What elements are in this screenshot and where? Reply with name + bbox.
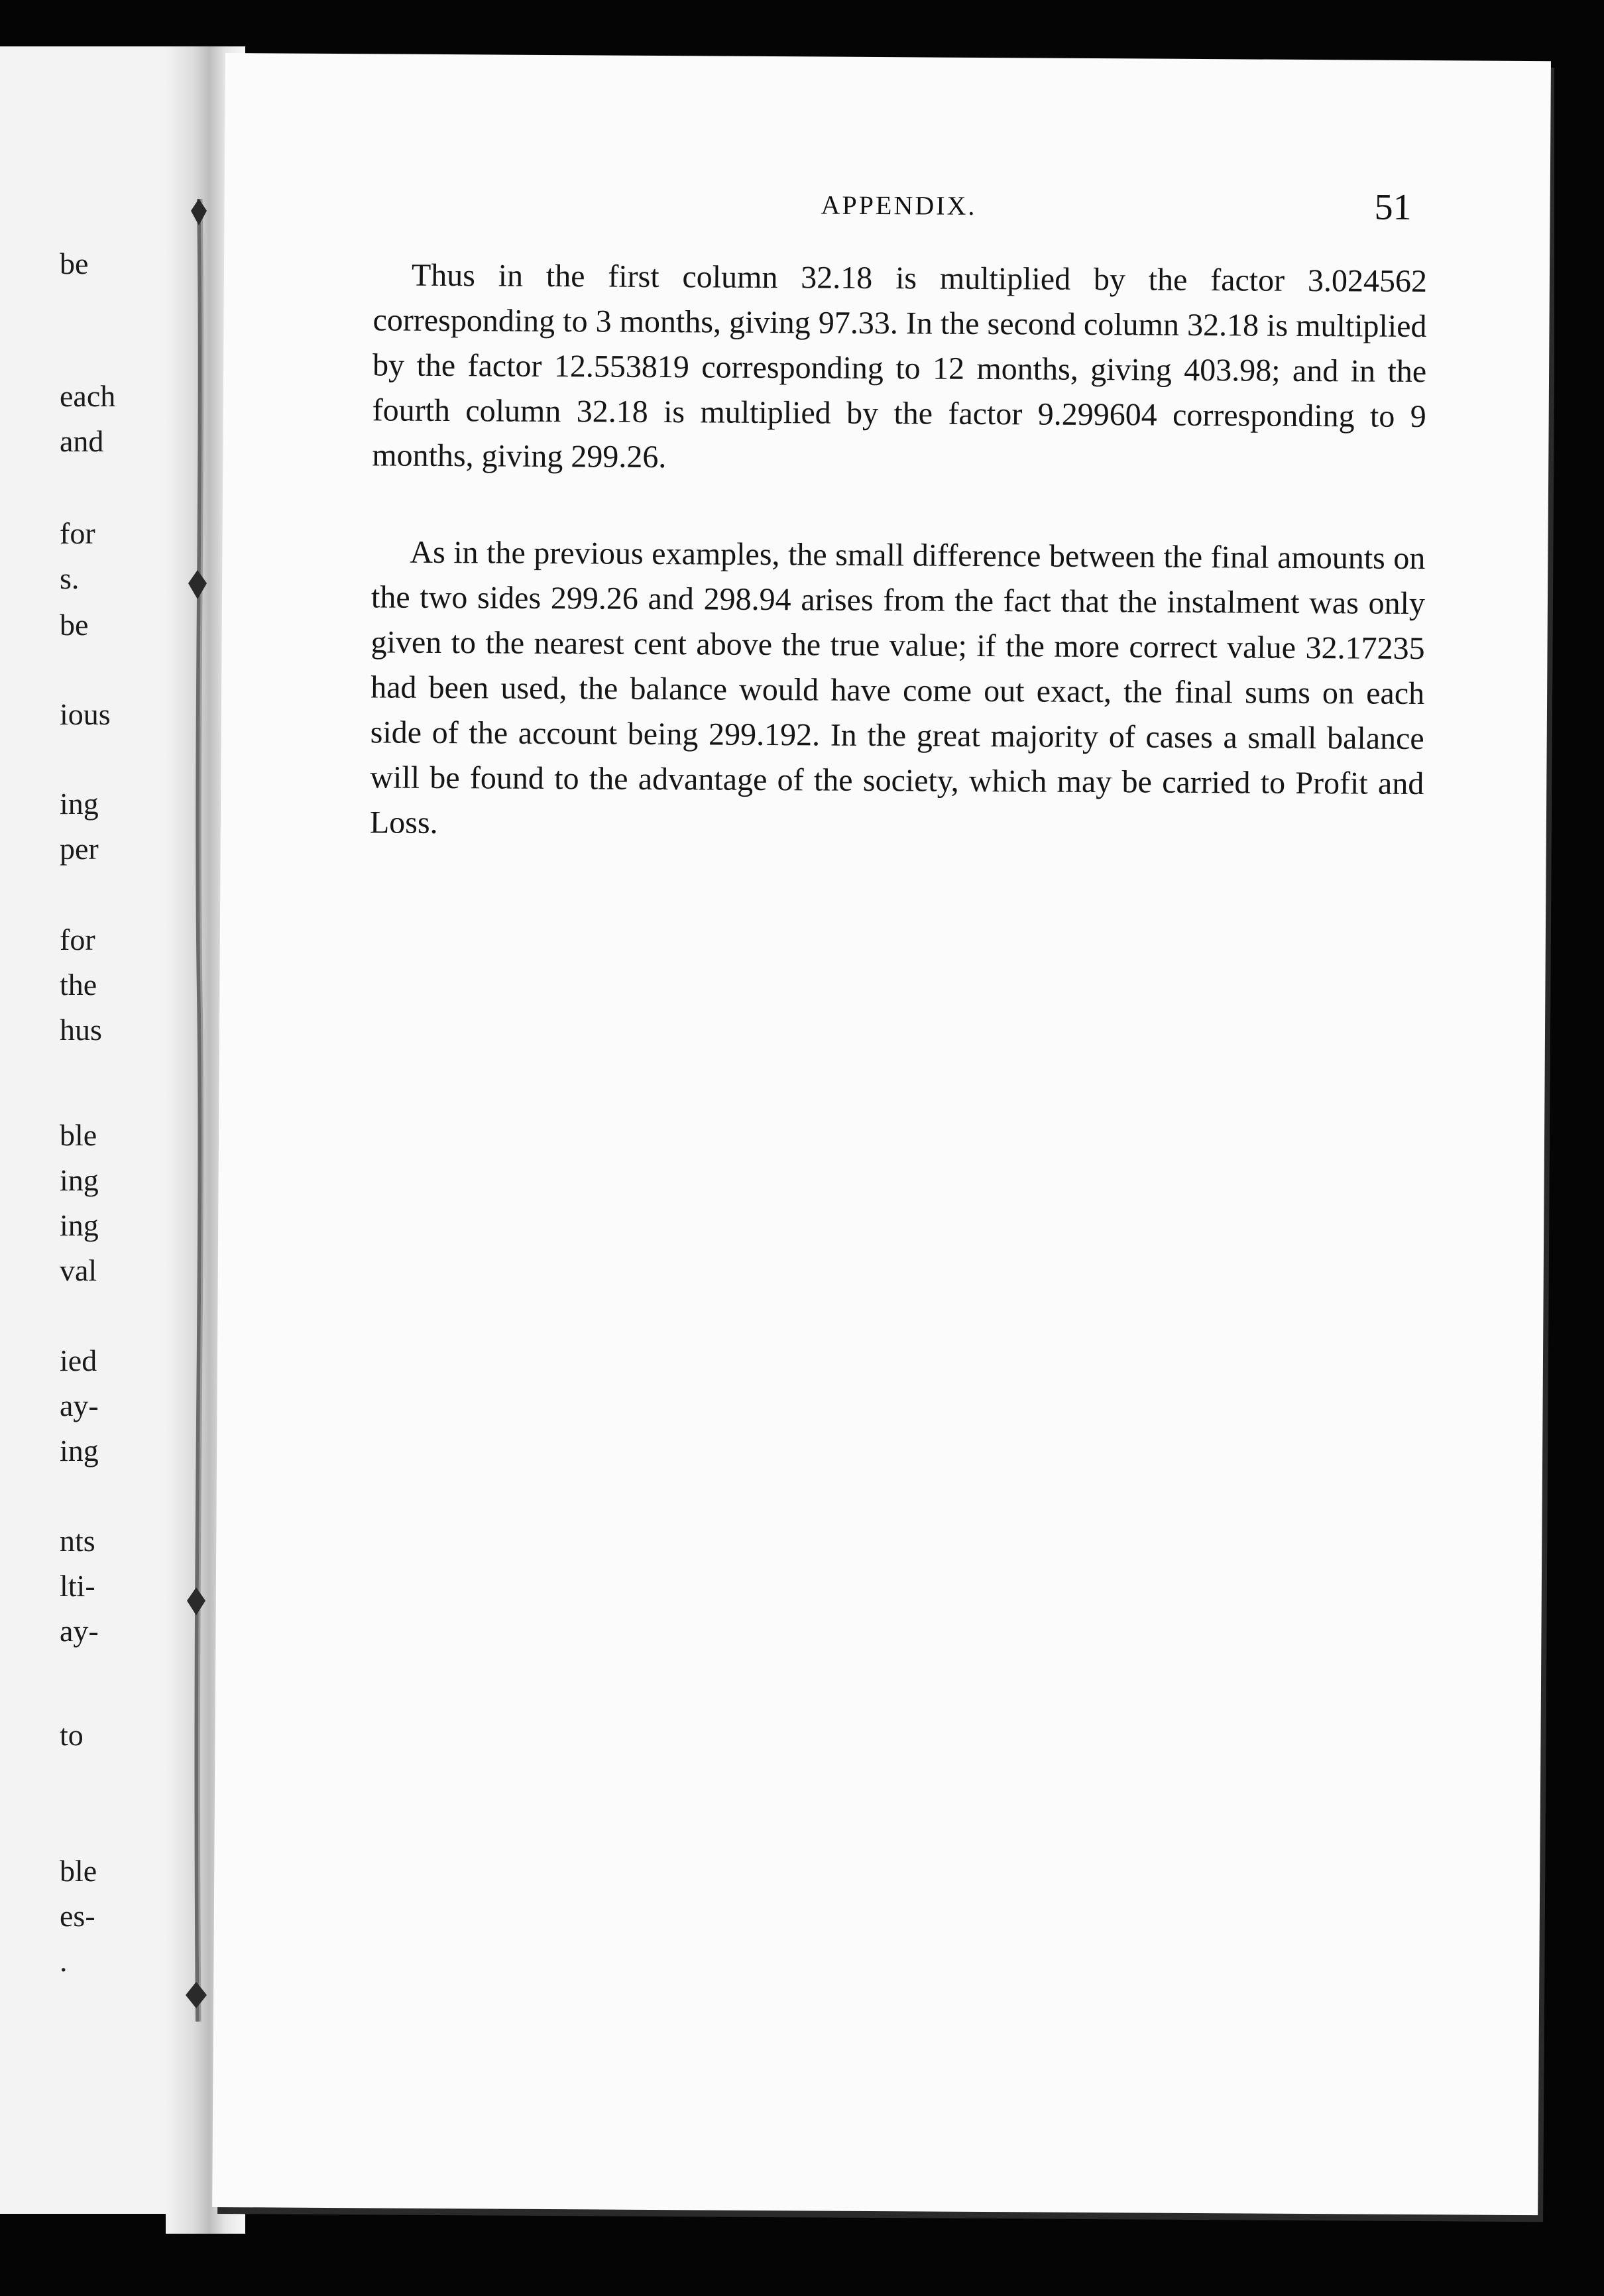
left-page-fragment: ing <box>60 787 99 821</box>
body-paragraph: As in the previous examples, the small difference between the final amounts on the two sides 299.26 and 298.94 arises from the fact that the instalment was only given to the nearest cent above the true value; if the more correct value 32.17235 had been used, the balance would have come out exact, the final sums on each side of the account being 299.192. In the great majority of cases a small balance will be found to the advantage of the society, which may be carried to Profit and Loss. <box>369 534 1426 840</box>
left-page-fragment: ay- <box>60 1614 99 1648</box>
left-page-fragment: lti- <box>60 1569 95 1603</box>
left-page-fragment: hus <box>60 1013 102 1047</box>
left-page-fragment: val <box>60 1253 97 1287</box>
left-page-fragment: ied <box>60 1344 97 1377</box>
left-page-fragment: each <box>60 379 116 413</box>
left-page-fragment: ing <box>60 1434 99 1467</box>
page-number: 51 <box>1374 186 1412 228</box>
left-page-fragment: ble <box>60 1854 97 1888</box>
left-page-fragment: ious <box>60 697 111 731</box>
binding-thread <box>179 199 219 2022</box>
left-page-fragment: for <box>60 923 95 956</box>
left-page-fragment: to <box>60 1718 84 1752</box>
left-page-fragment: ing <box>60 1163 99 1197</box>
left-page-fragment: ing <box>60 1208 99 1242</box>
left-page-fragment: ay- <box>60 1389 99 1422</box>
left-page-fragment: ble <box>60 1118 97 1152</box>
left-page-fragment: nts <box>60 1524 95 1558</box>
left-page-fragment: es- <box>60 1899 95 1933</box>
left-page-fragment: per <box>60 832 99 866</box>
left-page-fragment: and <box>60 424 104 458</box>
left-page-fragment: be <box>60 608 89 642</box>
left-page-fragment: be <box>60 247 89 280</box>
left-page-fragment: for <box>60 516 95 550</box>
body-paragraph: Thus in the first column 32.18 is multiplied by the factor 3.024562 corresponding to 3 months, giving 97.33. In the second column 32.18 is multiplied by the factor 12.553819 corresponding to 12 months, giving 403.98; and in the fourth column 32.18 is multiplied by the factor 9.299604 corresponding to 9 months, giving 299.26. <box>372 257 1428 475</box>
left-page-fragment: . <box>60 1944 68 1978</box>
left-page-fragment: s. <box>60 561 80 595</box>
scan-border <box>1554 0 1604 2296</box>
book-page <box>212 53 1551 2215</box>
running-head: APPENDIX. <box>821 190 977 221</box>
left-page-fragment: the <box>60 968 97 1002</box>
